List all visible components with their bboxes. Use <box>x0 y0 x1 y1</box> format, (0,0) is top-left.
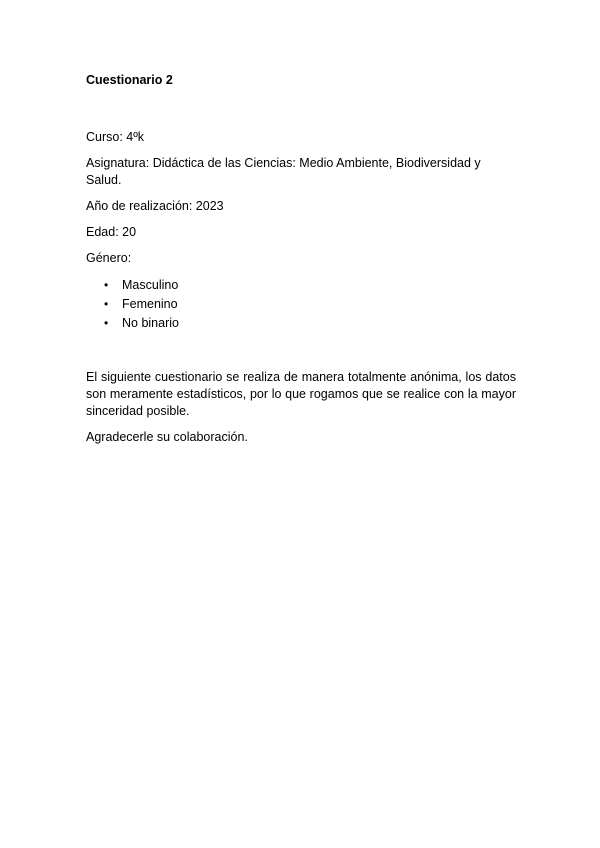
gender-option-no-binario <box>86 315 516 332</box>
intro-paragraph: El siguiente cuestionario se realiza de manera totalmente anónima, los datos son meramente estadísticos, por lo que rogamos que se realice con la mayor sinceridad posible. <box>86 370 516 418</box>
year-field: Año de realización: 2023 <box>86 199 224 213</box>
course-field: Curso: 4ºk <box>86 130 145 144</box>
bullet-icon: • <box>104 297 109 311</box>
document-content <box>86 72 516 446</box>
bullet-icon: • <box>104 278 109 292</box>
subject-field: Asignatura: Didáctica de las Ciencias: Medio Ambiente, Biodiversidad y Salud. <box>86 156 481 187</box>
age-field: Edad: 20 <box>86 225 137 239</box>
document-title: Cuestionario 2 <box>86 73 173 87</box>
bullet-icon: • <box>104 316 109 330</box>
gender-option-label: No binario <box>122 316 179 330</box>
thanks-paragraph: Agradecerle su colaboración. <box>86 430 248 444</box>
gender-label: Género: <box>86 251 132 265</box>
gender-option-femenino <box>86 296 516 313</box>
gender-option-masculino <box>86 277 516 294</box>
gender-option-label: Femenino <box>122 297 178 311</box>
gender-option-label: Masculino <box>122 278 179 292</box>
gender-options-list <box>86 277 516 332</box>
